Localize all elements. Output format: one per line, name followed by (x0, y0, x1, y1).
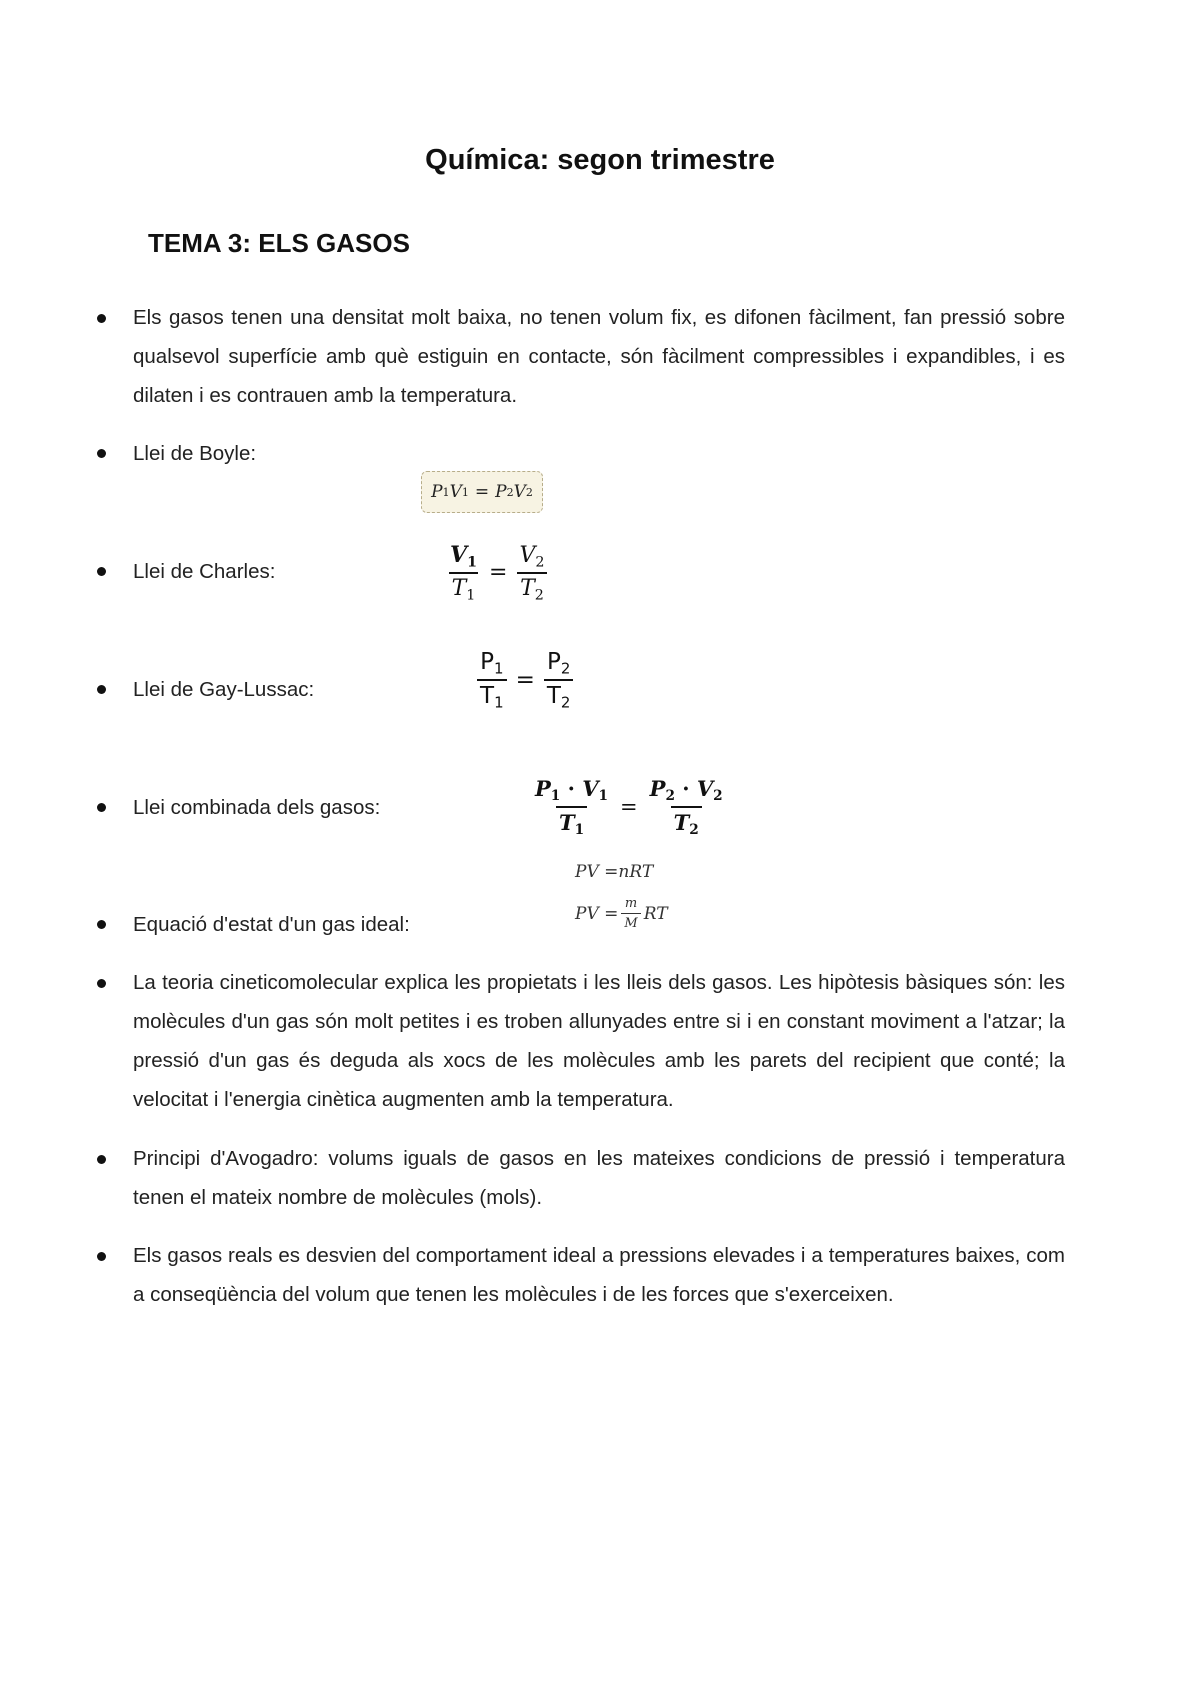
formula-symbol: V (519, 542, 536, 568)
formula-subscript: 2 (506, 485, 514, 499)
formula-symbol: P (535, 776, 551, 801)
formula-subscript: 1 (467, 554, 478, 571)
formula-symbol: T (520, 575, 535, 601)
formula-subscript: 2 (525, 485, 533, 499)
boyle-formula (421, 471, 543, 513)
formula-text: PV = (575, 903, 619, 924)
bullet-dot (97, 1252, 106, 1261)
formula-subscript: 1 (598, 788, 609, 805)
formula-text: m (624, 896, 638, 911)
formula-symbol: P (546, 649, 561, 675)
formula-symbol: P (480, 649, 494, 675)
formula-subscript: 2 (560, 659, 571, 678)
formula-equals: = (474, 482, 490, 502)
formula-symbol: T (546, 683, 561, 710)
formula-symbol: T (451, 576, 467, 602)
combined-label: Llei combinada dels gasos: (133, 796, 381, 819)
formula-text: nRT (618, 862, 654, 882)
formula-subscript: 2 (535, 553, 545, 570)
formula-subscript: 1 (494, 693, 504, 712)
bullet-dot (97, 685, 106, 694)
formula-symbol: T (480, 683, 495, 710)
formula-equals: = (489, 560, 508, 586)
bullet-dot (97, 567, 106, 576)
formula-text: PV = (575, 862, 619, 882)
formula-symbol: P (431, 482, 443, 502)
formula-subscript: 1 (466, 587, 476, 604)
formula-subscript: 2 (713, 788, 723, 805)
formula-text: RT (643, 903, 668, 924)
formula-symbol: T (673, 810, 690, 836)
formula-symbol: T (558, 810, 575, 836)
real-gases-paragraph: Els gasos reals es desvien del comportament ideal a pressions elevades i a temperatures baixes, com a conseqüència del volum que tenen les molècules i de les forces que s'exerceixen. (133, 1244, 1065, 1306)
bullet-dot (97, 314, 106, 323)
avogadro-paragraph: Principi d'Avogadro: volums iguals de gasos en les mateixes condicions de pressió i temperatura tenen el mateix nombre de molècules (mols). (133, 1147, 1065, 1209)
formula-dot: · (682, 776, 690, 801)
formula-text: M (621, 913, 640, 931)
gaylussac-label: Llei de Gay-Lussac: (133, 678, 315, 701)
charles-label: Llei de Charles: (133, 560, 276, 583)
formula-subscript: 2 (534, 587, 544, 604)
formula-subscript: 2 (560, 693, 571, 712)
bullet-dot (97, 803, 106, 812)
bullet-dot (97, 920, 106, 929)
boyle-label: Llei de Boyle: (133, 442, 257, 465)
section-heading: TEMA 3: ELS GASOS (148, 228, 410, 258)
formula-subscript: 1 (550, 788, 561, 805)
charles-formula (444, 542, 550, 604)
bullet-dot (97, 449, 106, 458)
formula-symbol: V (582, 776, 599, 801)
formula-dot: · (567, 776, 575, 801)
bullet-dot (97, 979, 106, 988)
ideal-gas-formula-nrt (575, 862, 653, 882)
ideal-gas-label: Equació d'estat d'un gas ideal: (133, 913, 410, 936)
document-title: Química: segon trimestre (425, 144, 775, 176)
formula-subscript: 1 (442, 485, 450, 499)
intro-paragraph: Els gasos tenen una densitat molt baixa, no tenen volum fix, es difonen fàcilment, fan pressió sobre qualsevol superfície amb què estiguin en contacte, són fàcilment compressibles i expandibles, i es dilaten i es contrauen amb la temperatura. (133, 306, 1065, 407)
formula-subscript: 2 (665, 788, 675, 805)
formula-equals: = (620, 795, 638, 820)
formula-symbol: V (696, 776, 714, 801)
formula-symbol: P (495, 482, 507, 502)
formula-subscript: 1 (493, 659, 504, 678)
formula-equals: = (515, 667, 535, 694)
formula-subscript: 2 (689, 822, 699, 839)
formula-subscript: 1 (574, 822, 585, 839)
combined-formula (529, 776, 729, 838)
kinetic-paragraph: La teoria cineticomolecular explica les propietats i les lleis dels gasos. Les hipòtesis bàsiques són: les molècules d'un gas són molt petites i es troben allunyades entre si i en constant moviment a l'atzar; la pressió d'un gas és deguda als xocs de les molècules amb les parets del recipient que conté; la velocitat i l'energia cinètica augmenten amb la temperatura. (133, 971, 1065, 1111)
formula-symbol: V (513, 482, 526, 502)
formula-symbol: P (649, 776, 666, 801)
formula-symbol: V (450, 542, 468, 568)
gaylussac-formula (474, 649, 576, 712)
formula-subscript: 1 (461, 485, 469, 499)
ideal-gas-formula-mass (575, 896, 668, 931)
bullet-dot (97, 1155, 106, 1164)
formula-symbol: V (449, 482, 462, 502)
